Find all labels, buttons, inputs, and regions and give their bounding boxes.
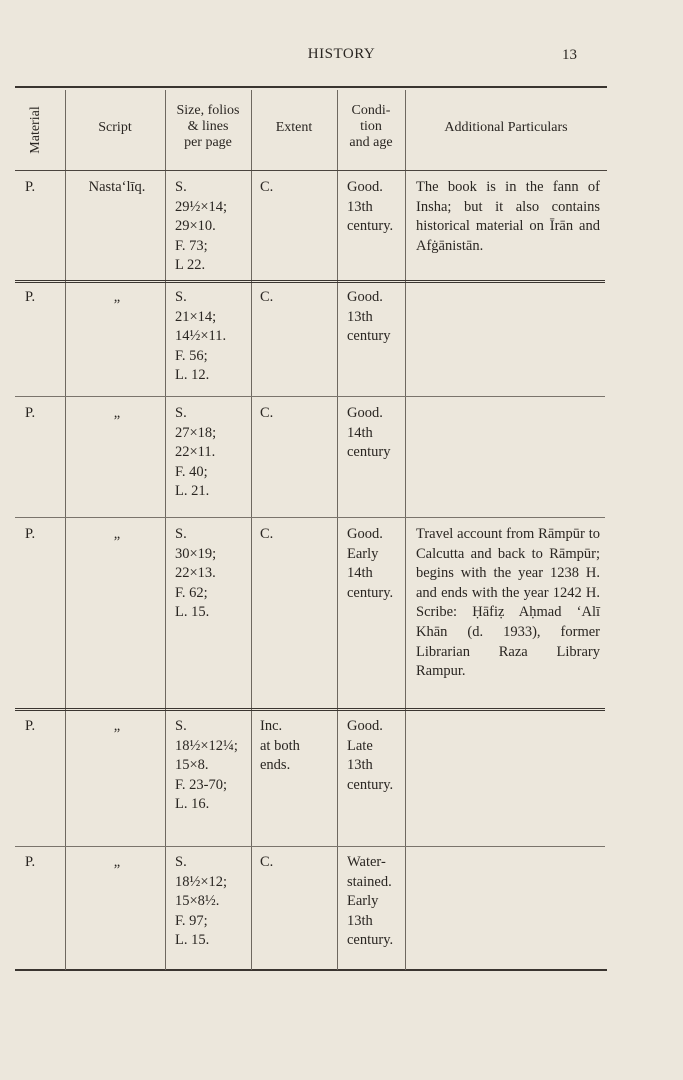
extent-cell: C. (260, 854, 274, 870)
condition-cell: Good. 13th century. (347, 179, 394, 235)
column-header-script: Script (98, 120, 132, 135)
column-divider (337, 90, 338, 970)
header-rule (15, 170, 607, 171)
condition-cell: Good. Early 14th century. (347, 526, 394, 601)
row-separator (15, 280, 605, 283)
column-header-condition: Condi- tion and age (349, 103, 393, 150)
column-header-extent: Extent (275, 120, 313, 135)
additional-cell: Travel account from Rāmpūr to Calcutta and back to Rāmpūr; begins with the year 1238 H. and ends with the year 1242 H. Scribe: Ḥāfiẓ Aḥmad ‘Alī Khān (d. 1933), former Librarian Raza Library Rampur. (416, 526, 600, 680)
extent-cell: C. (260, 526, 274, 542)
extent-cell: C. (260, 405, 274, 421)
additional-cell: The book is in the fann of Insha; but it also contains historical material on Īrān and Afġānistān. (416, 179, 600, 254)
size-cell: S. 27×18; 22×11. F. 40; L. 21. (175, 405, 217, 500)
column-divider (65, 90, 66, 970)
table-top-rule (15, 86, 607, 88)
row-separator (15, 846, 605, 847)
script-cell: „ (113, 526, 121, 542)
script-cell: Nasta‘līq. (88, 179, 146, 195)
page-number: 13 (562, 47, 577, 63)
column-divider (405, 90, 406, 970)
size-cell: S. 29½×14; 29×10. F. 73; L 22. (175, 179, 228, 274)
page-header-title: HISTORY (307, 46, 376, 62)
script-cell: „ (113, 854, 121, 870)
size-cell: S. 18½×12; 15×8½. F. 97; L. 15. (175, 854, 228, 949)
row-separator (15, 517, 605, 518)
material-cell: P. (25, 718, 36, 734)
script-cell: „ (113, 405, 121, 421)
column-header-size: Size, folios & lines per page (176, 103, 240, 150)
column-header-additional: Additional Particulars (444, 120, 568, 135)
column-divider (165, 90, 166, 970)
condition-cell: Good. Late 13th century. (347, 718, 394, 793)
size-cell: S. 30×19; 22×13. F. 62; L. 15. (175, 526, 217, 621)
condition-cell: Good. 14th century (347, 405, 391, 461)
material-cell: P. (25, 179, 36, 195)
extent-cell: C. (260, 179, 274, 195)
condition-cell: Water- stained. Early 13th century. (347, 854, 394, 949)
material-cell: P. (25, 526, 36, 542)
material-cell: P. (25, 405, 36, 421)
column-header-material: Material (28, 106, 43, 154)
row-separator (15, 396, 605, 397)
material-cell: P. (25, 289, 36, 305)
extent-cell: Inc. at both ends. (260, 718, 300, 774)
column-divider (251, 90, 252, 970)
extent-cell: C. (260, 289, 274, 305)
script-cell: „ (113, 718, 121, 734)
size-cell: S. 21×14; 14½×11. F. 56; L. 12. (175, 289, 227, 384)
row-separator (15, 708, 605, 711)
condition-cell: Good. 13th century (347, 289, 391, 345)
script-cell: „ (113, 289, 121, 305)
table-bottom-rule (15, 969, 607, 971)
material-cell: P. (25, 854, 36, 870)
size-cell: S. 18½×12¼; 15×8. F. 23-70; L. 16. (175, 718, 238, 813)
